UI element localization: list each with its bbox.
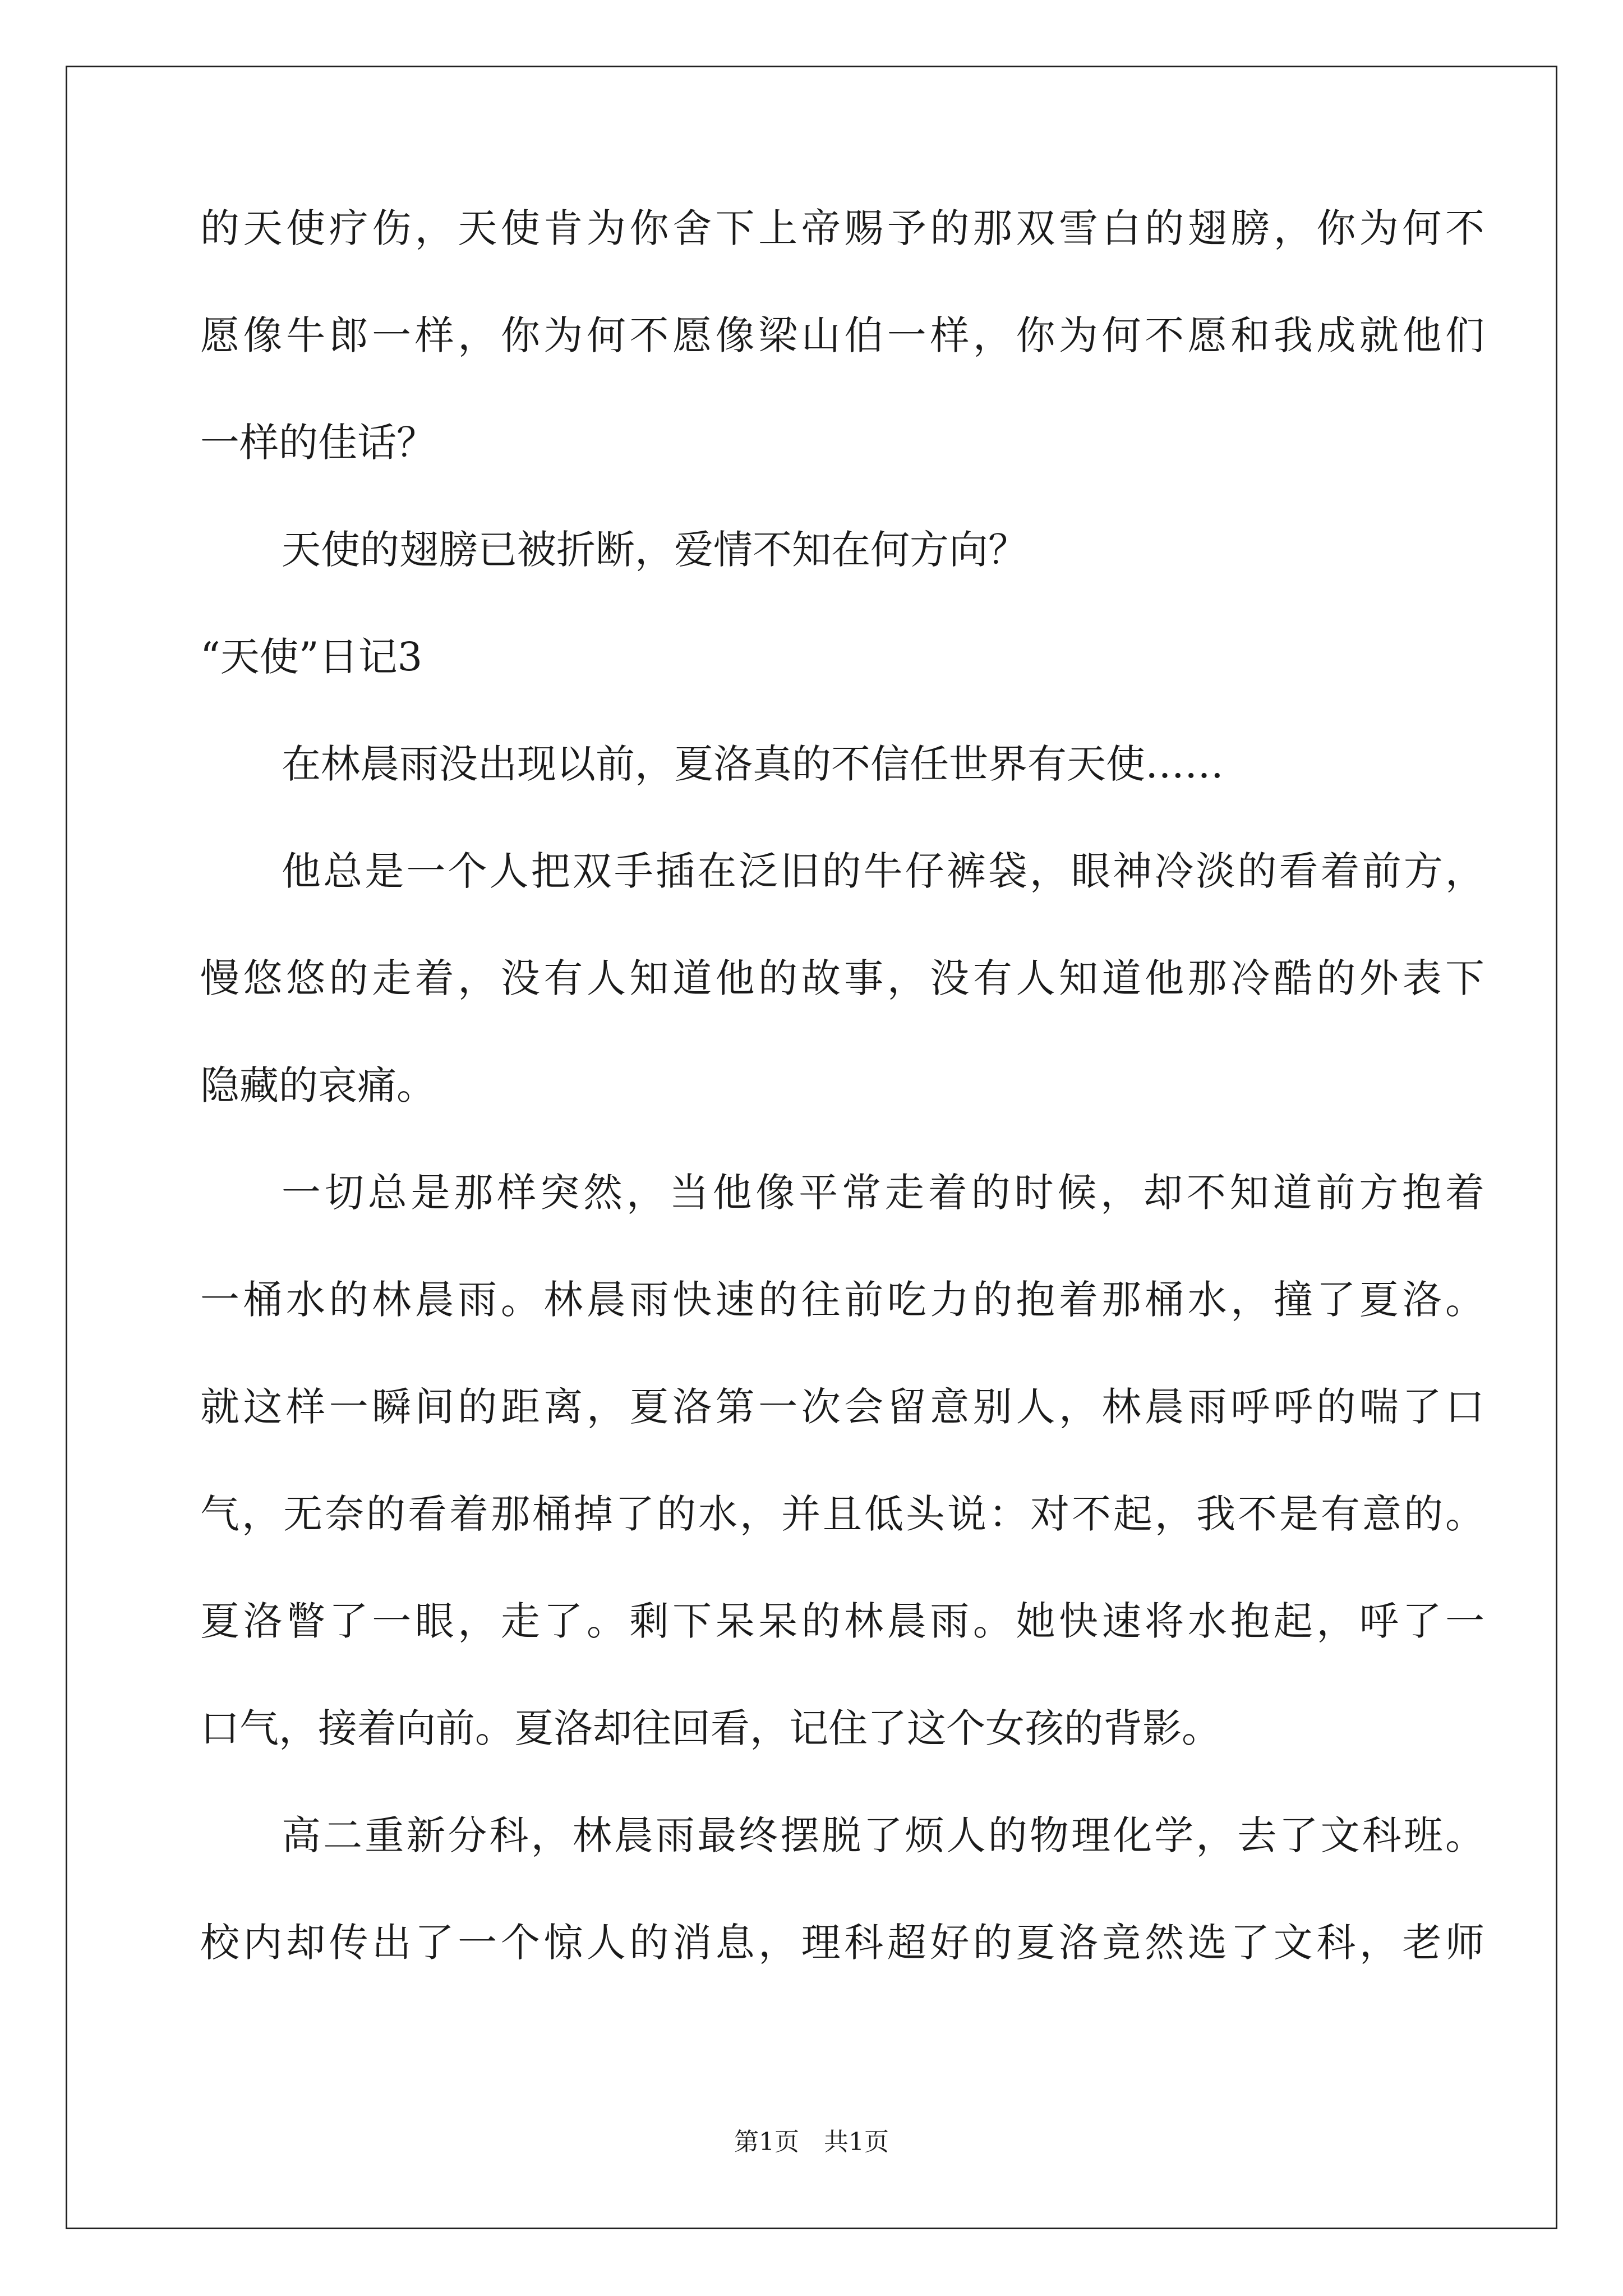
text-line: 一桶水的林晨雨。林晨雨快速的往前吃力的抱着那桶水，撞了夏洛。 <box>200 1277 1484 1323</box>
section-heading: “天使”日记3 <box>200 634 423 680</box>
text-line: 的天使疗伤，天使肯为你舍下上帝赐予的那双雪白的翅膀，你为何不 <box>200 205 1484 251</box>
text-line: 夏洛瞥了一眼，走了。剩下呆呆的林晨雨。她快速将水抱起，呼了一 <box>200 1598 1484 1644</box>
text-line: 隐藏的哀痛。 <box>200 1062 436 1108</box>
paragraph-line: 在林晨雨没出现以前，夏洛真的不信任世界有天使…… <box>282 741 1224 787</box>
text-line: 一样的佳话？ <box>200 420 436 466</box>
paragraph-line: 他总是一个人把双手插在泛旧的牛仔裤袋，眼神冷淡的看着前方， <box>282 848 1484 894</box>
text-line: 气，无奈的看着那桶掉了的水，并且低头说：对不起，我不是有意的。 <box>200 1491 1484 1537</box>
text-line: 愿像牛郎一样，你为何不愿像梁山伯一样，你为何不愿和我成就他们 <box>200 312 1484 358</box>
page-number-footer: 第1页 共1页 <box>734 2128 889 2156</box>
page-border <box>66 66 1557 2229</box>
text-line: 校内却传出了一个惊人的消息，理科超好的夏洛竟然选了文科，老师 <box>200 1920 1484 1966</box>
paragraph-line: 一切总是那样突然，当他像平常走着的时候，却不知道前方抱着 <box>282 1170 1484 1216</box>
paragraph-line: 天使的翅膀已被折断，爱情不知在何方向？ <box>282 527 1027 573</box>
paragraph-line: 高二重新分科，林晨雨最终摆脱了烦人的物理化学，去了文科班。 <box>282 1812 1484 1858</box>
text-line: 就这样一瞬间的距离，夏洛第一次会留意别人，林晨雨呼呼的喘了口 <box>200 1384 1484 1430</box>
text-line: 慢悠悠的走着，没有人知道他的故事，没有人知道他那冷酷的外表下 <box>200 955 1484 1001</box>
text-line: 口气，接着向前。夏洛却往回看，记住了这个女孩的背影。 <box>200 1705 1221 1751</box>
